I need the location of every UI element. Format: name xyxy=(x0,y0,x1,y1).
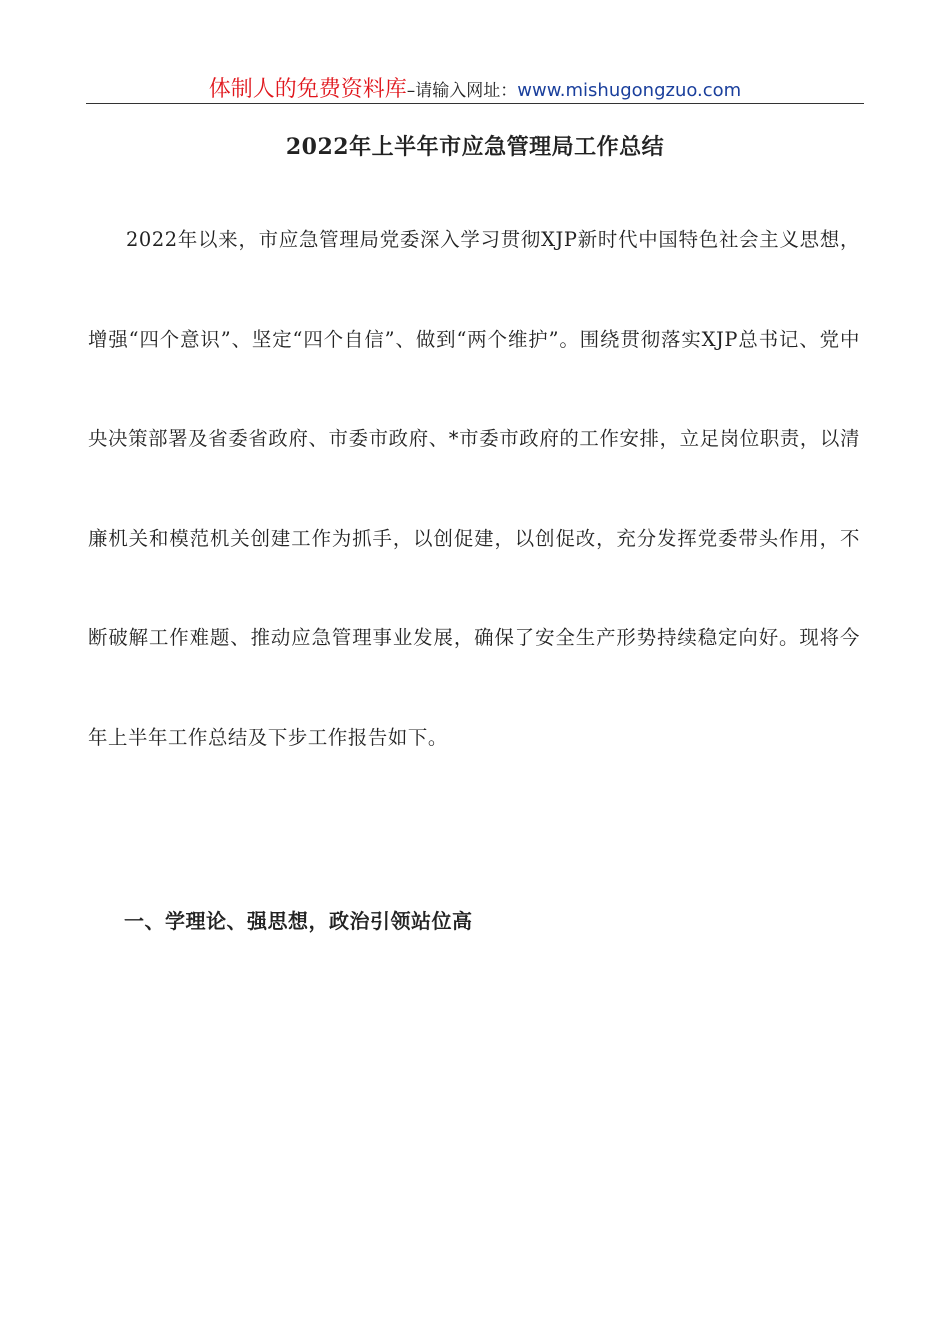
section-heading-1: 一、学理论、强思想，政治引领站位高 xyxy=(124,909,473,933)
header-url-link[interactable]: www.mishugongzuo.com xyxy=(517,80,742,101)
header-divider xyxy=(86,103,864,104)
header-prompt: –请输入网址： xyxy=(406,81,518,101)
intro-paragraph: 2022年以来，市应急管理局党委深入学习贯彻XJP新时代中国特色社会主义思想，增强“四个意识”、坚定“四个自信”、做到“两个维护”。围绕贯彻落实XJP总书记、党中央决策部署及省委省政府、市委市政府、*市委市政府的工作安排，立足岗位职责，以清廉机关和模范机关创建工作为抓手，以创促建，以创促改，充分发挥党委带头作用，不断破解工作难题、推动应急管理事业发展，确保了安全生产形势持续稳定向好。现将今年上半年工作总结及下步工作报告如下。 xyxy=(88,228,860,749)
header-brand: 体制人的免费资料库 xyxy=(208,77,407,102)
document-title: 2022年上半年市应急管理局工作总结 xyxy=(285,134,665,160)
page-header xyxy=(86,72,864,104)
